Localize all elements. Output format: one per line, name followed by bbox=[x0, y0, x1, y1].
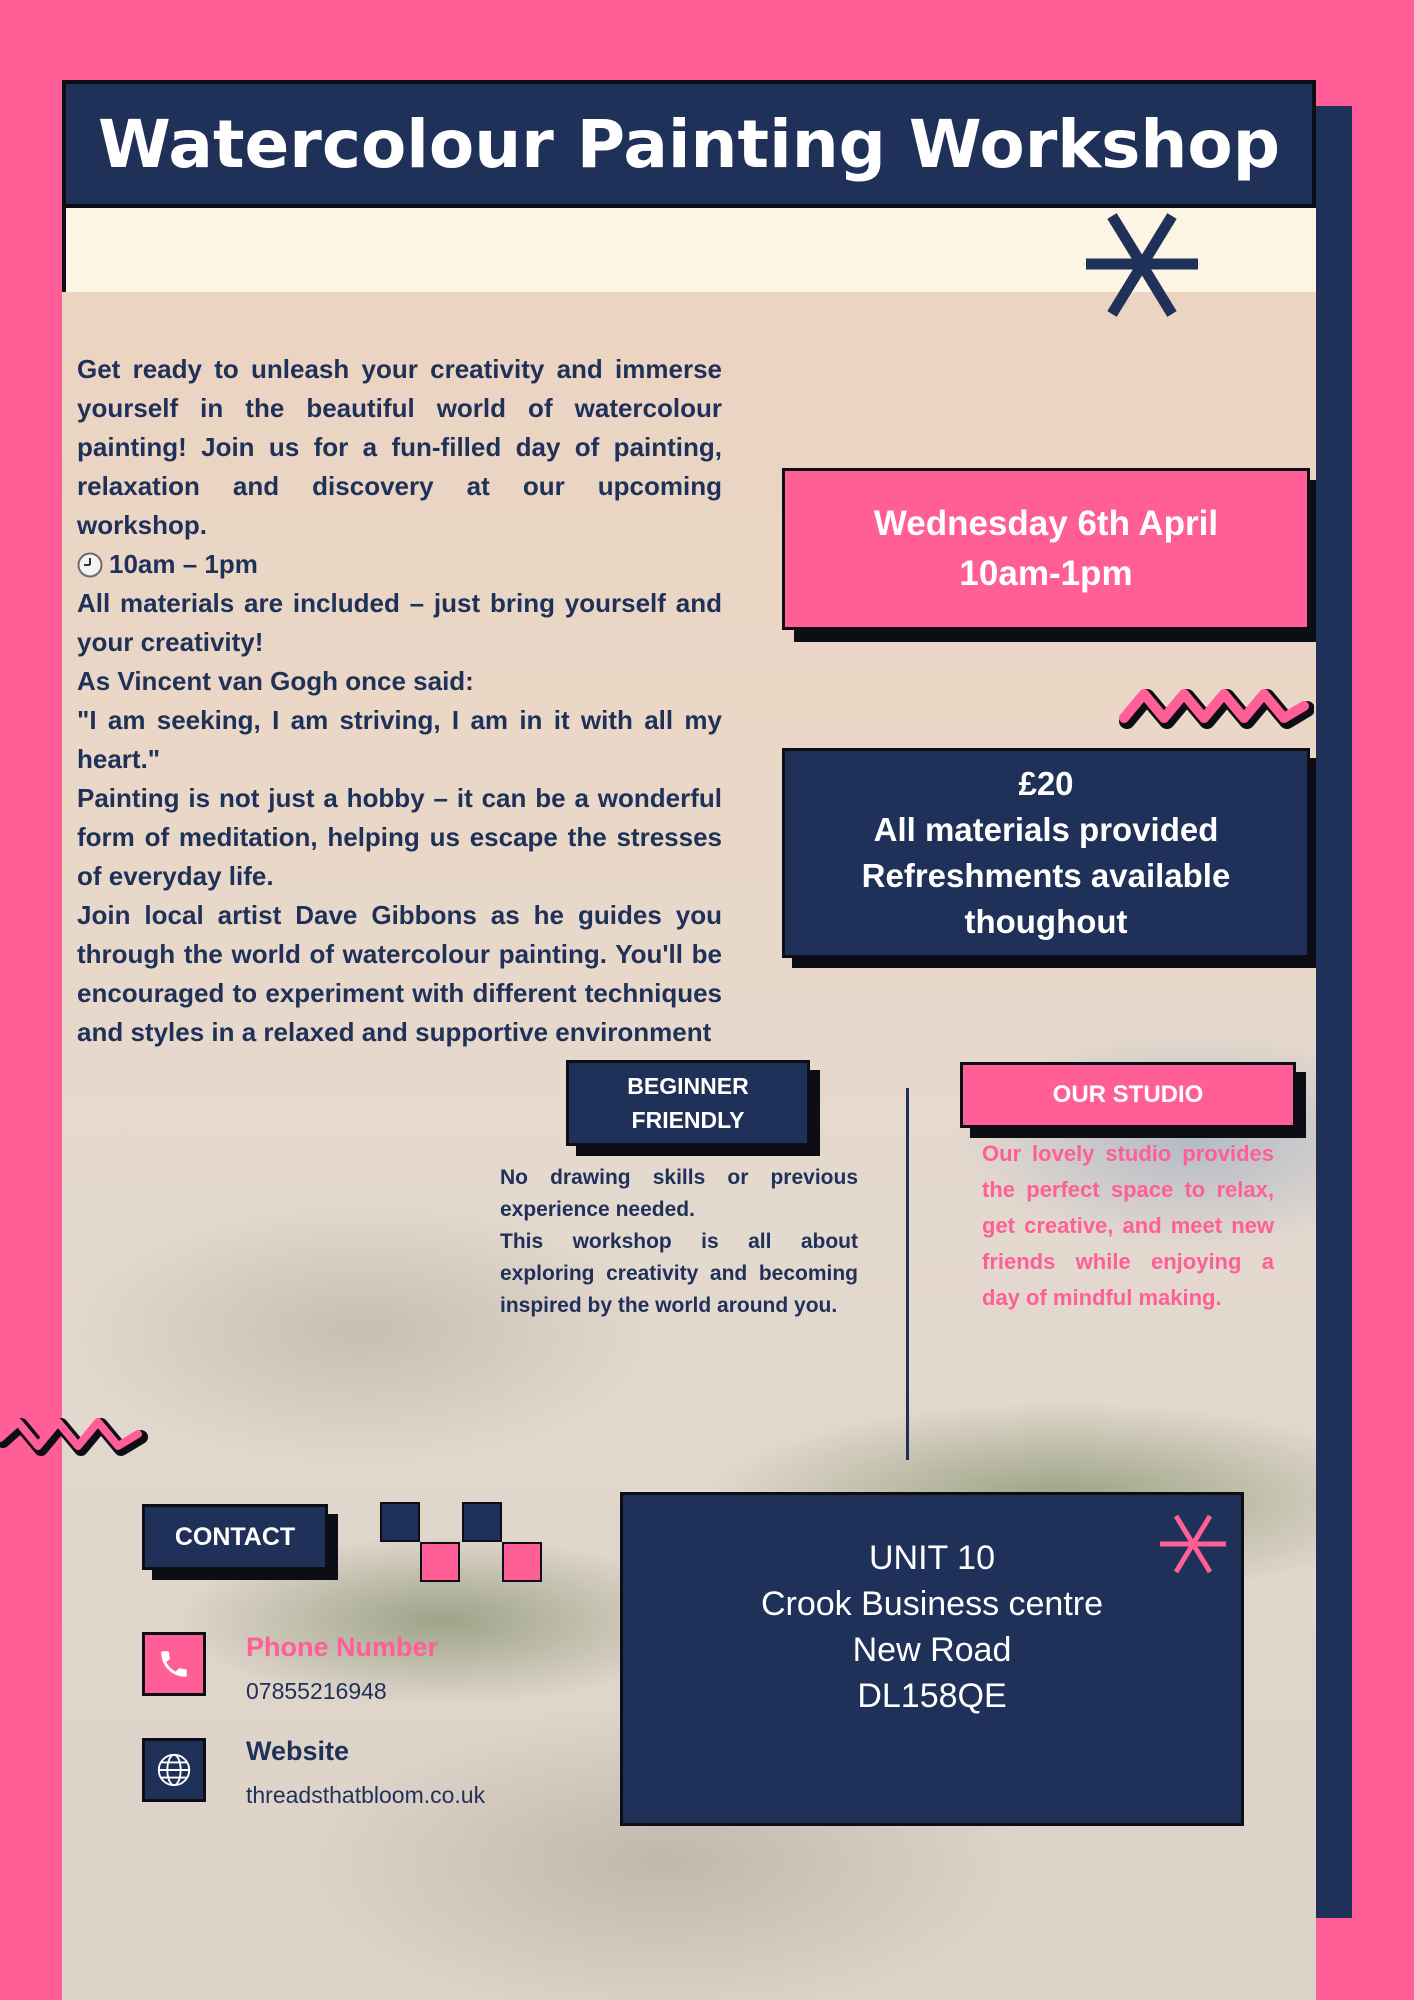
price-text: £20 bbox=[1018, 765, 1074, 802]
address-box bbox=[620, 1492, 1244, 1826]
beginner-paragraph: No drawing skills or previous experience needed. bbox=[500, 1166, 858, 1221]
phone-icon bbox=[157, 1647, 191, 1681]
studio-heading: OUR STUDIO bbox=[1052, 1081, 1204, 1108]
poster-sheet bbox=[62, 80, 1316, 2000]
time-line bbox=[77, 545, 722, 584]
beginner-friendly-box bbox=[566, 1060, 810, 1146]
checker-square bbox=[380, 1502, 420, 1542]
beginner-text bbox=[500, 1162, 858, 1322]
time-text: 10am – 1pm bbox=[109, 549, 258, 579]
date-text: Wednesday 6th April bbox=[873, 504, 1219, 543]
checker-square bbox=[420, 1542, 460, 1582]
intro-text bbox=[77, 350, 722, 1052]
price-detail: All materials provided bbox=[873, 811, 1219, 848]
phone-number[interactable]: 07855216948 bbox=[246, 1678, 387, 1704]
title-bar bbox=[62, 80, 1316, 208]
price-detail: thoughout bbox=[964, 903, 1128, 940]
globe-icon bbox=[155, 1751, 193, 1789]
address-line: New Road bbox=[852, 1631, 1012, 1669]
beginner-heading: BEGINNER bbox=[627, 1073, 749, 1099]
website-link[interactable]: threadsthatbloom.co.uk bbox=[246, 1782, 486, 1808]
price-box bbox=[782, 748, 1310, 958]
page-title: Watercolour Painting Workshop bbox=[97, 105, 1280, 183]
address-line: DL158QE bbox=[857, 1677, 1007, 1715]
phone-icon-box bbox=[142, 1632, 206, 1696]
quote-text: "I am seeking, I am striving, I am in it with all my heart." bbox=[77, 705, 722, 774]
asterisk-icon bbox=[1084, 212, 1200, 318]
globe-icon-box bbox=[142, 1738, 206, 1802]
our-studio-box bbox=[960, 1062, 1296, 1128]
phone-label: Phone Number bbox=[246, 1632, 439, 1662]
intro-paragraph: Get ready to unleash your creativity and immerse yourself in the beautiful world of watercolour painting! Join us for a fun-filled day of painting, relaxation and discovery at our upcoming workshop. bbox=[77, 354, 722, 540]
checker-square bbox=[462, 1502, 502, 1542]
zigzag-icon bbox=[1114, 680, 1314, 730]
beginner-paragraph: This workshop is all about exploring creativity and becoming inspired by the world around you. bbox=[500, 1230, 858, 1317]
date-box bbox=[782, 468, 1310, 630]
intro-paragraph: Join local artist Dave Gibbons as he guides you through the world of watercolour painting. You'll be encouraged to experiment with different techniques and styles in a relaxed and supportive environment bbox=[77, 900, 722, 1047]
address-line: Crook Business centre bbox=[760, 1585, 1104, 1623]
zigzag-icon bbox=[0, 1412, 160, 1460]
intro-paragraph: Painting is not just a hobby – it can be a wonderful form of meditation, helping us escape the stresses of everyday life. bbox=[77, 783, 722, 891]
address-line: UNIT 10 bbox=[869, 1539, 995, 1577]
clock-icon bbox=[77, 552, 103, 578]
beginner-heading: FRIENDLY bbox=[631, 1107, 745, 1133]
contact-box bbox=[142, 1504, 328, 1570]
quote-intro: As Vincent van Gogh once said: bbox=[77, 666, 474, 696]
materials-text: All materials are included – just bring yourself and your creativity! bbox=[77, 588, 722, 657]
contact-heading: CONTACT bbox=[174, 1522, 296, 1551]
vertical-divider bbox=[906, 1088, 909, 1460]
checker-square bbox=[502, 1542, 542, 1582]
time-text: 10am-1pm bbox=[959, 554, 1133, 593]
asterisk-icon bbox=[1158, 1512, 1228, 1576]
studio-text: Our lovely studio provides the perfect space to relax, get creative, and meet new friends while enjoying a day of mindful making. bbox=[982, 1141, 1274, 1310]
website-label: Website bbox=[246, 1736, 350, 1766]
price-detail: Refreshments available bbox=[861, 857, 1231, 894]
